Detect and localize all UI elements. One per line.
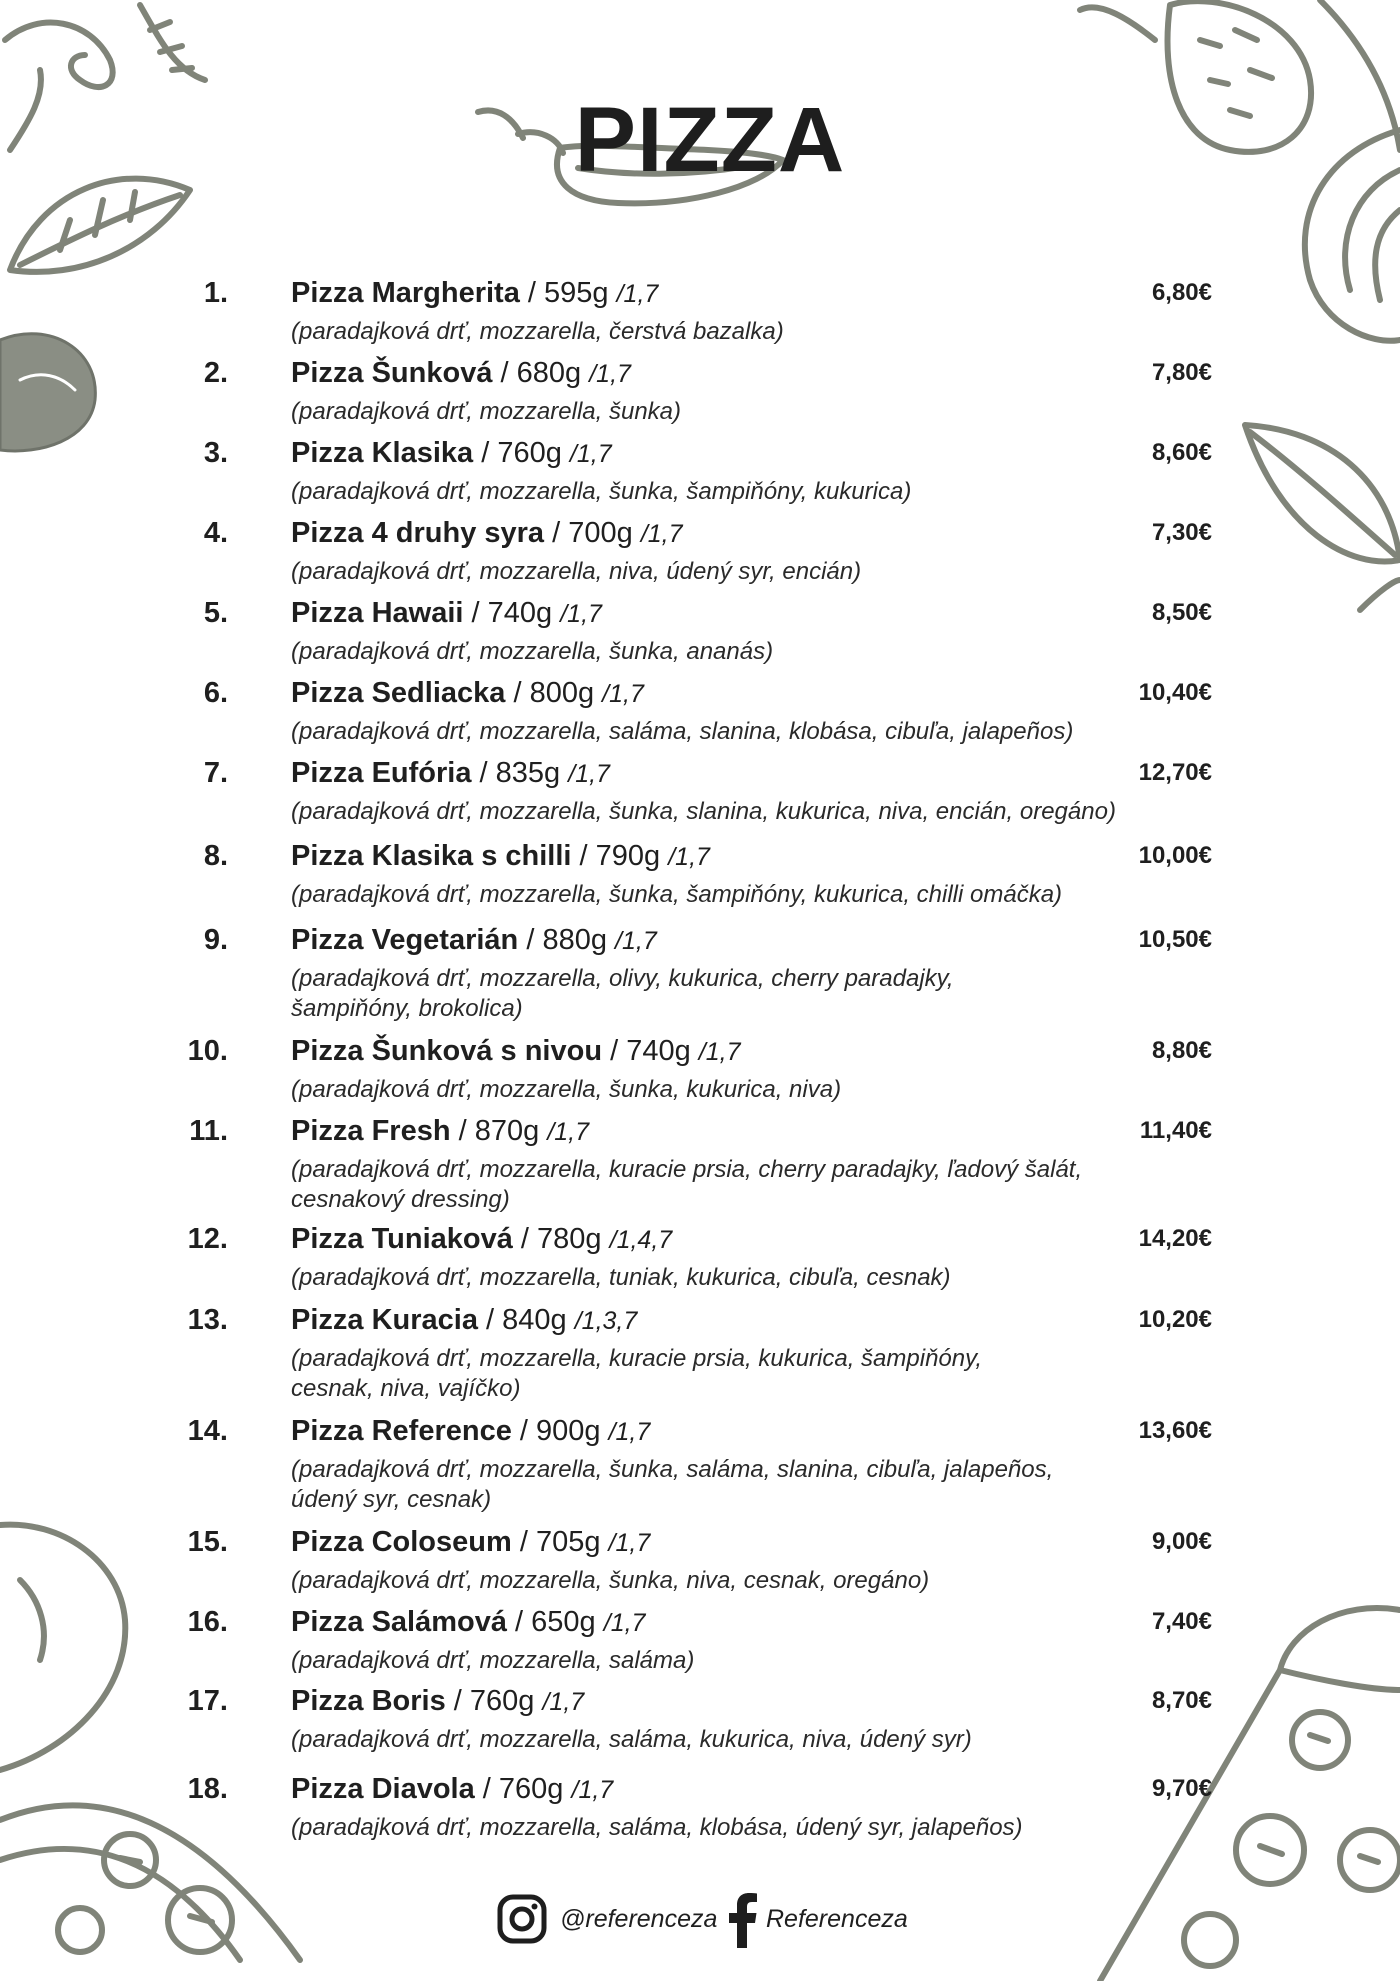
allergen-codes: /1,7	[616, 280, 659, 308]
pizza-price: 10,40€	[1138, 679, 1212, 706]
pizza-price: 8,50€	[1151, 599, 1212, 626]
item-title	[291, 1115, 589, 1148]
pizza-ingredients: (paradajková drť, mozzarella, šunka, šampiňóny, kukurica)	[291, 478, 912, 505]
pizza-name: Pizza Vegetarián	[291, 924, 519, 956]
allergen-codes: /1,7	[615, 927, 657, 955]
pizza-ingredients: (paradajková drť, mozzarella, tuniak, kukurica, cibuľa, cesnak)	[291, 1264, 951, 1291]
item-number: 11.	[189, 1115, 228, 1147]
pizza-weight: / 900g	[511, 1415, 609, 1447]
leaf-right-illustration	[1240, 420, 1400, 620]
pizza-name: Pizza Coloseum	[291, 1526, 512, 1558]
pizza-price: 10,50€	[1138, 926, 1212, 953]
pizza-ingredients: (paradajková drť, mozzarella, šunka)	[291, 398, 681, 425]
page-title: PIZZA	[574, 89, 846, 191]
pizza-weight: / 705g	[511, 1526, 609, 1558]
pizza-name: Pizza Hawaii	[291, 597, 464, 629]
pizza-ingredients: (paradajková drť, mozzarella, šunka, niva, cesnak, oregáno)	[291, 1567, 930, 1594]
pizza-ingredients: (paradajková drť, mozzarella, olivy, kukurica, cherry paradajky, šampiňóny, brokolica)	[291, 965, 954, 1022]
item-title	[291, 357, 631, 390]
item-number: 4.	[203, 517, 228, 549]
pizza-ingredients: (paradajková drť, mozzarella, kuracie prsia, cherry paradajky, ľadový šalát, cesnakový dressing)	[291, 1156, 1083, 1213]
pizza-weight: / 790g	[571, 840, 669, 872]
pizza-name: Pizza Eufória	[291, 757, 472, 789]
pizza-weight: / 595g	[519, 277, 617, 309]
allergen-codes: /1,7	[698, 1038, 741, 1066]
pizza-weight: / 760g	[473, 437, 570, 469]
allergen-codes: /1,3,7	[574, 1307, 638, 1335]
item-title	[291, 1035, 740, 1068]
pizza-name: Pizza Reference	[291, 1415, 512, 1447]
item-number: 13.	[187, 1304, 228, 1336]
item-number: 9.	[203, 924, 228, 956]
pizza-price: 7,40€	[1151, 1608, 1212, 1635]
pizza-price: 7,80€	[1151, 359, 1212, 386]
pizza-price: 7,30€	[1151, 519, 1212, 546]
pizza-weight: / 740g	[463, 597, 561, 629]
pizza-name: Pizza Fresh	[291, 1115, 451, 1147]
pizza-weight: / 780g	[512, 1223, 610, 1255]
pizza-name: Pizza 4 druhy syra	[291, 517, 545, 549]
pizza-name: Pizza Šunková s nivou	[291, 1035, 603, 1067]
allergen-codes: /1,7	[608, 1418, 651, 1446]
item-number: 2.	[203, 357, 228, 389]
allergen-codes: /1,7	[589, 360, 631, 388]
item-title	[291, 437, 612, 470]
pizza-weight: / 835g	[471, 757, 569, 789]
pizza-price: 8,60€	[1151, 439, 1212, 466]
pizza-ingredients: (paradajková drť, mozzarella, saláma, slanina, klobása, cibuľa, jalapeños)	[291, 718, 1074, 745]
instagram-icon[interactable]	[497, 1894, 547, 1949]
allergen-codes: /1,7	[560, 600, 602, 628]
allergen-codes: /1,7	[569, 440, 612, 468]
pizza-price: 9,70€	[1151, 1775, 1212, 1802]
pizza-name: Pizza Kuracia	[291, 1304, 478, 1336]
pizza-weight: / 760g	[445, 1685, 543, 1717]
pizza-name: Pizza Klasika	[291, 437, 474, 469]
item-title	[291, 757, 610, 790]
pizza-ingredients: (paradajková drť, mozzarella, čerstvá bazalka)	[291, 318, 784, 345]
pizza-ingredients: (paradajková drť, mozzarella, kuracie prsia, kukurica, šampiňóny, cesnak, niva, vajíčko)	[291, 1345, 983, 1402]
item-number: 6.	[203, 677, 228, 709]
pizza-ingredients: (paradajková drť, mozzarella, šunka, šampiňóny, kukurica, chilli omáčka)	[291, 881, 1063, 908]
item-title	[291, 1606, 645, 1639]
pizza-name: Pizza Tuniaková	[291, 1223, 513, 1255]
pizza-name: Pizza Sedliacka	[291, 677, 506, 709]
pizza-ingredients: (paradajková drť, mozzarella, saláma, klobása, údený syr, jalapeños)	[291, 1814, 1023, 1841]
allergen-codes: /1,7	[603, 1609, 646, 1637]
pizza-weight: / 800g	[505, 677, 603, 709]
item-title	[291, 277, 658, 310]
pizza-name: Pizza Margherita	[291, 277, 520, 309]
item-number: 8.	[203, 840, 228, 872]
pizza-price: 12,70€	[1138, 759, 1212, 786]
item-number: 3.	[203, 437, 228, 469]
item-title	[291, 597, 602, 630]
allergen-codes: /1,7	[568, 760, 610, 788]
allergen-codes: /1,7	[571, 1776, 614, 1804]
pizza-weight: / 880g	[518, 924, 616, 956]
facebook-handle[interactable]: Referenceza	[766, 1905, 908, 1933]
pizza-price: 11,40€	[1139, 1117, 1212, 1144]
pizza-name: Pizza Klasika s chilli	[291, 840, 572, 872]
allergen-codes: /1,7	[547, 1118, 590, 1146]
item-title	[291, 1685, 584, 1718]
item-title	[291, 1415, 650, 1448]
pizza-ingredients: (paradajková drť, mozzarella, saláma)	[291, 1647, 695, 1674]
pizza-weight: / 680g	[492, 357, 590, 389]
item-title	[291, 1773, 613, 1806]
item-number: 14.	[187, 1415, 228, 1447]
social-footer	[0, 1892, 1400, 1950]
pizza-weight: / 740g	[602, 1035, 699, 1067]
pizza-ingredients: (paradajková drť, mozzarella, šunka, slanina, kukurica, niva, encián, oregáno)	[291, 798, 1116, 825]
pizza-price: 8,80€	[1151, 1037, 1212, 1064]
item-number: 12.	[187, 1223, 228, 1255]
item-number: 1.	[203, 277, 228, 309]
pizza-weight: / 840g	[477, 1304, 575, 1336]
pizza-price: 10,00€	[1138, 842, 1212, 869]
item-title	[291, 840, 710, 873]
pizza-price: 13,60€	[1138, 1417, 1212, 1444]
facebook-icon[interactable]	[728, 1892, 758, 1953]
item-number: 17.	[187, 1685, 228, 1717]
pizza-weight: / 870g	[450, 1115, 548, 1147]
pizza-weight: / 700g	[544, 517, 641, 549]
allergen-codes: /1,4,7	[609, 1226, 673, 1254]
pizza-weight: / 760g	[474, 1773, 572, 1805]
item-title	[291, 1304, 637, 1337]
pizza-name: Pizza Boris	[291, 1685, 446, 1717]
pizza-price: 10,20€	[1138, 1306, 1212, 1333]
pizza-price: 6,80€	[1151, 279, 1212, 306]
pizza-name: Pizza Diavola	[291, 1773, 475, 1805]
allergen-codes: /1,7	[602, 680, 644, 708]
pizza-ingredients: (paradajková drť, mozzarella, niva, údený syr, encián)	[291, 558, 862, 585]
pizza-price: 9,00€	[1151, 1528, 1212, 1555]
item-number: 10.	[187, 1035, 228, 1067]
pizza-ingredients: (paradajková drť, mozzarella, šunka, ananás)	[291, 638, 774, 665]
instagram-handle[interactable]: @referenceza	[560, 1905, 718, 1933]
pizza-price: 8,70€	[1151, 1687, 1212, 1714]
item-title	[291, 517, 683, 550]
item-number: 16.	[187, 1606, 228, 1638]
item-title	[291, 677, 644, 710]
item-number: 18.	[187, 1773, 228, 1805]
item-title	[291, 1223, 672, 1256]
pizza-name: Pizza Salámová	[291, 1606, 507, 1638]
pizza-ingredients: (paradajková drť, mozzarella, saláma, kukurica, niva, údený syr)	[291, 1726, 972, 1753]
item-title	[291, 924, 657, 957]
allergen-codes: /1,7	[640, 520, 683, 548]
allergen-codes: /1,7	[542, 1688, 585, 1716]
tomato-illustration	[0, 320, 110, 460]
item-number: 15.	[187, 1526, 228, 1558]
pizza-price: 14,20€	[1138, 1225, 1212, 1252]
pizza-weight: / 650g	[507, 1606, 604, 1638]
item-title	[291, 1526, 650, 1559]
item-number: 5.	[203, 597, 228, 629]
pizza-ingredients: (paradajková drť, mozzarella, šunka, kukurica, niva)	[291, 1076, 842, 1103]
allergen-codes: /1,7	[668, 843, 710, 871]
pizza-name: Pizza Šunková	[291, 357, 493, 389]
allergen-codes: /1,7	[608, 1529, 651, 1557]
item-number: 7.	[203, 757, 228, 789]
pizza-ingredients: (paradajková drť, mozzarella, šunka, saláma, slanina, cibuľa, jalapeños, údený syr, cesnak)	[291, 1456, 1054, 1513]
